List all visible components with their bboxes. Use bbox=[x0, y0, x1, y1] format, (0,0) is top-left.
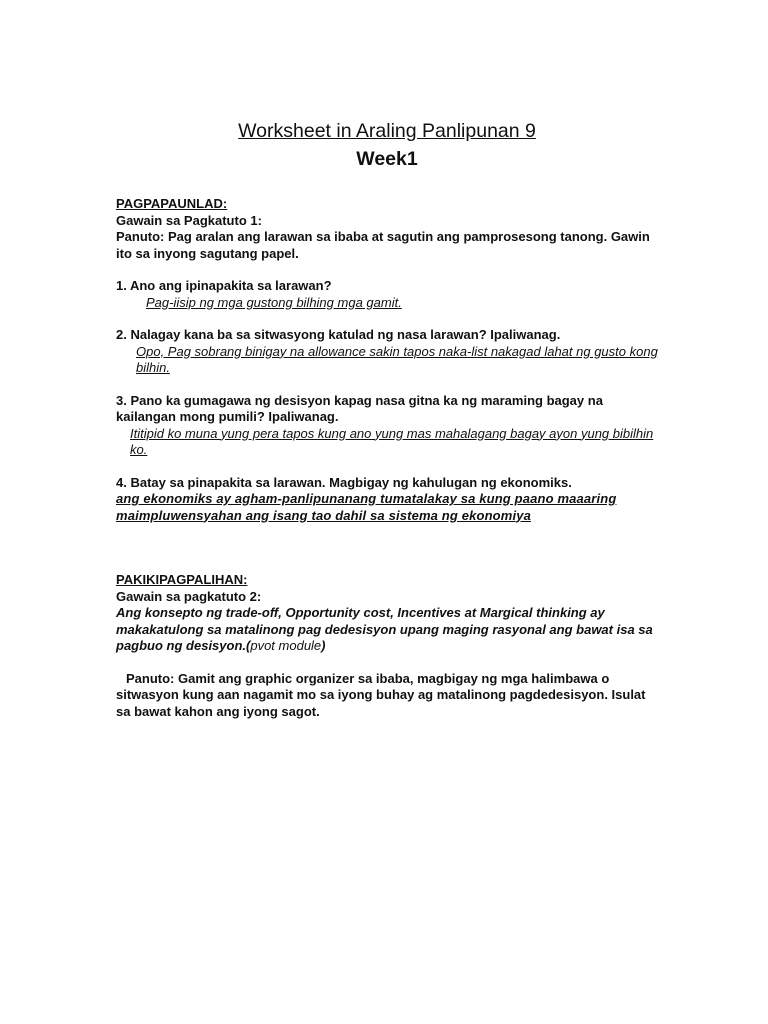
question-4: 4. Batay sa pinapakita sa larawan. Magbigay ng kahulugan ng ekonomiks. bbox=[116, 474, 572, 490]
title-line-1: Worksheet in Araling Panlipunan 9 bbox=[238, 120, 536, 142]
answer-3: Ititipid ko muna yung pera tapos kung ano yung mas mahalagang bagay ayon yung bibilhin ko. bbox=[130, 425, 654, 457]
question-3: 3. Pano ka gumagawa ng desisyon kapag nasa gitna ka ng maraming bagay na kailangan mong pumili? Ipaliwanag. bbox=[116, 392, 603, 424]
question-2: 2. Nalagay kana ba sa sitwasyong katulad ng nasa larawan? Ipaliwanag. bbox=[116, 327, 561, 342]
section2-instructions: Panuto: Gamit ang graphic organizer sa ibaba, magbigay ng mga halimbawa o sitwasyon kung aan nagamit mo sa iyong buhay ag matalinong pagdedesisyon. Isulat sa bawat kahon ang iyong sagot. bbox=[116, 670, 646, 719]
section2-concept bbox=[116, 605, 658, 655]
concept-text: Ang konsepto ng trade-off, Opportunity cost, Incentives at Margical thinking ay makakatulong sa matalinong pag dedesisyon upang maging rasyonal ang bawat isa sa pagbuo ng desisyon.( bbox=[116, 605, 653, 653]
answer-4: ang ekonomiks ay agham-panlipunanang tumatalakay sa kung paano maaaring maimpluwensyahan ang isang tao dahil sa sistema ng ekonomiya bbox=[116, 491, 617, 523]
section-pakikipagpalihan bbox=[116, 572, 658, 720]
concept-close: ) bbox=[321, 638, 326, 653]
section-pagpapaunlad bbox=[116, 196, 658, 524]
section1-subheading: Gawain sa Pagkatuto 1: bbox=[116, 212, 262, 228]
worksheet-title bbox=[116, 118, 658, 172]
section2-subheading: Gawain sa pagkatuto 2: bbox=[116, 588, 262, 604]
answer-1: Pag-iisip ng mga gustong bilhing mga gamit. bbox=[146, 294, 402, 310]
concept-source: pvot module bbox=[250, 638, 322, 653]
section1-instructions: Panuto: Pag aralan ang larawan sa ibaba at sagutin ang pamprosesong tanong. Gawin ito sa inyong sagutang papel. bbox=[116, 229, 650, 261]
section2-heading: PAKIKIPAGPALIHAN: bbox=[116, 572, 248, 587]
title-line-2: Week1 bbox=[356, 148, 418, 170]
section1-heading: PAGPAPAUNLAD: bbox=[116, 196, 228, 211]
question-1: 1. Ano ang ipinapakita sa larawan? bbox=[116, 278, 332, 293]
answer-2: Opo, Pag sobrang binigay na allowance sakin tapos naka-list nakagad lahat ng gusto kong bilhin. bbox=[136, 343, 658, 375]
